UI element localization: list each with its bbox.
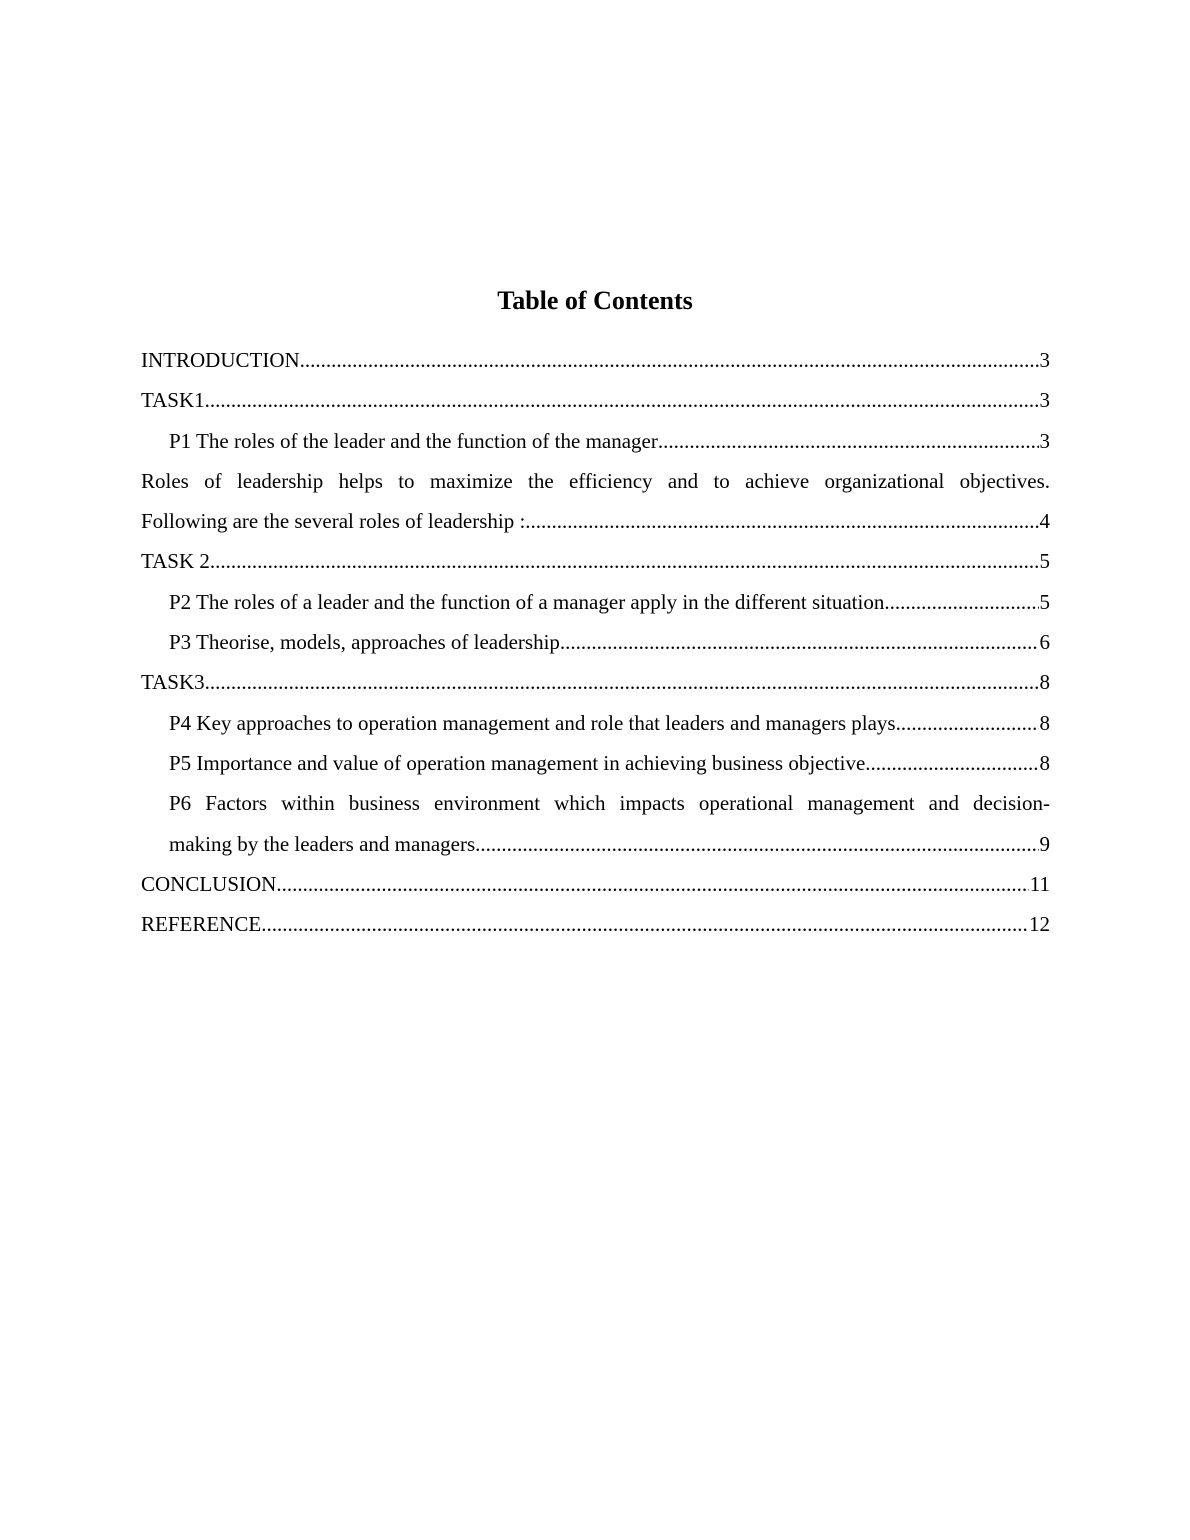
toc-entry-label-line1: Roles of leadership helps to maximize the efficiency and to achieve organizational objectives. <box>141 468 1050 493</box>
toc-entry-last-line <box>141 501 1050 541</box>
toc-entry-introduction[interactable] <box>141 340 1050 380</box>
dot-leader <box>276 864 1028 904</box>
toc-entry-label: CONCLUSION <box>141 871 277 896</box>
toc-entry-p2[interactable] <box>141 582 1050 622</box>
toc-page-number: 3 <box>1039 348 1050 372</box>
toc-entry-label: P1 The roles of the leader and the function of the manager <box>169 428 658 453</box>
toc-page-number: 8 <box>1039 670 1050 695</box>
toc-entry-label-line1: P6 Factors within business environment which impacts operational management and decision- <box>169 791 1050 816</box>
toc-page-number: 9 <box>1039 831 1050 856</box>
toc-page-number: 4 <box>1039 509 1050 534</box>
dot-leader <box>205 662 1039 702</box>
toc-page-number: 11 <box>1029 871 1050 896</box>
toc-entry-label: INTRODUCTION <box>141 348 300 372</box>
toc-entry-reference[interactable] <box>141 904 1050 944</box>
toc-entry-label: REFERENCE <box>141 912 262 937</box>
toc-page-number: 5 <box>1039 589 1050 614</box>
dot-leader <box>205 380 1039 420</box>
toc-entry-label: P2 The roles of a leader and the function of a manager apply in the different situation <box>169 589 885 614</box>
dot-leader <box>261 904 1028 944</box>
dot-leader <box>896 703 1039 743</box>
dot-leader <box>884 582 1038 622</box>
toc-entry-task3[interactable] <box>141 662 1050 702</box>
toc-page-number: 5 <box>1039 549 1050 574</box>
toc-entry-label-line2: making by the leaders and managers <box>169 831 476 856</box>
toc-entry-label: P4 Key approaches to operation management and role that leaders and managers plays <box>169 710 896 735</box>
toc-entry-label: P5 Importance and value of operation management in achieving business objective <box>169 750 866 775</box>
toc-entry-p3[interactable] <box>141 622 1050 662</box>
dot-leader <box>525 501 1038 541</box>
toc-title: Table of Contents <box>497 286 693 315</box>
toc-entry-label: TASK 2 <box>141 549 210 574</box>
toc-entry-conclusion[interactable] <box>141 864 1050 904</box>
dot-leader <box>865 743 1038 783</box>
toc-page-number: 6 <box>1039 630 1050 655</box>
toc-entry-label: TASK3 <box>141 670 205 695</box>
toc-list <box>141 340 1050 944</box>
toc-page-number: 12 <box>1029 912 1050 937</box>
toc-entry-p5[interactable] <box>141 743 1050 783</box>
toc-entry-label: P3 Theorise, models, approaches of leadership <box>169 630 560 655</box>
toc-page-number: 8 <box>1039 750 1050 775</box>
dot-leader <box>560 622 1039 662</box>
toc-entry-label: TASK1 <box>141 388 205 413</box>
dot-leader <box>210 541 1039 581</box>
toc-page-number: 8 <box>1039 710 1050 735</box>
toc-entry-task1[interactable] <box>141 380 1050 420</box>
dot-leader <box>300 340 1039 380</box>
toc-page-number: 3 <box>1039 428 1050 453</box>
toc-entry-p4[interactable] <box>141 703 1050 743</box>
toc-page-number: 3 <box>1039 388 1050 413</box>
toc-entry-last-line <box>169 824 1050 864</box>
toc-entry-p1[interactable] <box>141 421 1050 461</box>
toc-entry-p6[interactable] <box>141 783 1050 864</box>
dot-leader <box>658 421 1039 461</box>
toc-entry-task2[interactable] <box>141 541 1050 581</box>
dot-leader <box>475 824 1038 864</box>
toc-entry-label-line2: Following are the several roles of leadership : <box>141 509 526 534</box>
toc-entry-roles-of-leadership[interactable] <box>141 461 1050 542</box>
